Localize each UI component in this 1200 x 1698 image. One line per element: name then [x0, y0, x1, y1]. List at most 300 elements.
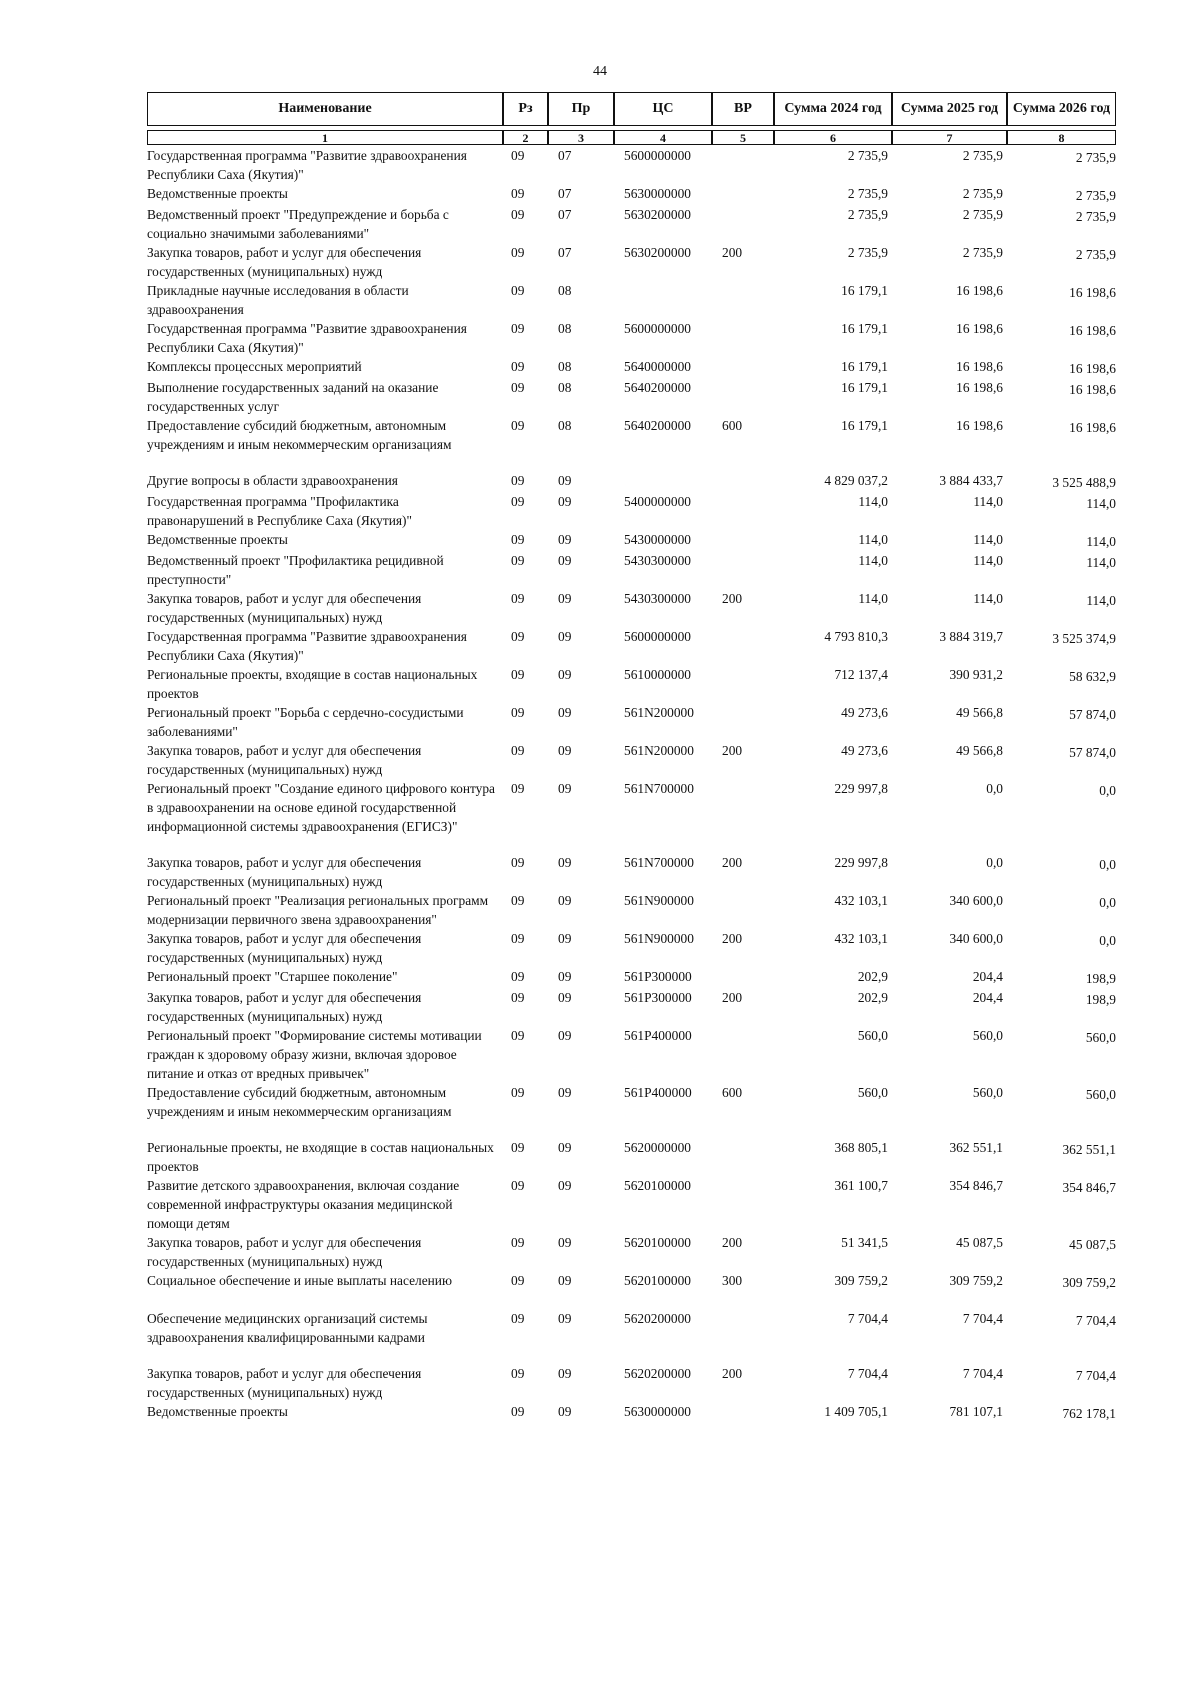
row-vr — [712, 471, 774, 492]
table-row — [147, 779, 1116, 836]
row-rz: 09 — [511, 186, 525, 201]
row-rz: 09 — [511, 418, 525, 433]
row-vr — [712, 1176, 774, 1233]
row-name: Закупка товаров, работ и услуг для обеспечения государственных (муниципальных) нужд — [147, 743, 422, 777]
row-sum-2024: 712 137,4 — [834, 667, 888, 682]
row-sum-2026: 114,0 — [1086, 496, 1116, 511]
row-sum-2025: 3 884 319,7 — [939, 629, 1003, 644]
row-sum-2026: 16 198,6 — [1069, 382, 1116, 397]
row-pr: 08 — [558, 359, 572, 374]
row-rz: 09 — [511, 1085, 525, 1100]
table-row — [147, 741, 1116, 779]
row-pr: 09 — [558, 1085, 572, 1100]
row-pr: 09 — [558, 1140, 572, 1155]
row-cs: 5400000000 — [624, 494, 691, 509]
row-name: Государственная программа "Развитие здравоохранения Республики Саха (Якутия)" — [147, 629, 467, 663]
row-cs: 5630200000 — [624, 245, 691, 260]
row-sum-2024: 16 179,1 — [841, 380, 888, 395]
row-vr: 200 — [722, 1235, 743, 1250]
row-cs — [614, 281, 712, 319]
row-sum-2024: 202,9 — [857, 990, 888, 1005]
row-name: Развитие детского здравоохранения, включая создание современной инфраструктуры оказания медицинской помощи детям — [147, 1178, 460, 1231]
row-vr — [712, 891, 774, 929]
row-rz: 09 — [511, 1235, 525, 1250]
table-row — [147, 471, 1116, 492]
row-sum-2026: 309 759,2 — [1062, 1275, 1116, 1290]
row-sum-2026: 114,0 — [1086, 593, 1116, 608]
row-sum-2025: 7 704,4 — [962, 1366, 1003, 1381]
row-sum-2025: 390 931,2 — [949, 667, 1003, 682]
row-sum-2024: 2 735,9 — [847, 186, 888, 201]
column-number: 1 — [147, 130, 503, 145]
column-number: 7 — [892, 130, 1007, 145]
header-sum-2026: Сумма 2026 год — [1007, 92, 1116, 126]
row-sum-2026: 560,0 — [1085, 1087, 1116, 1102]
row-sum-2025: 7 704,4 — [962, 1311, 1003, 1326]
row-cs: 5430300000 — [624, 591, 691, 606]
row-name: Государственная программа "Профилактика правонарушений в Республике Саха (Якутия)" — [147, 494, 412, 528]
header-rz: Рз — [503, 92, 548, 126]
row-name: Закупка товаров, работ и услуг для обеспечения государственных (муниципальных) нужд — [147, 931, 422, 965]
row-sum-2025: 2 735,9 — [962, 207, 1003, 222]
row-sum-2026: 16 198,6 — [1069, 361, 1116, 376]
row-sum-2026: 114,0 — [1086, 534, 1116, 549]
row-sum-2026: 2 735,9 — [1075, 150, 1116, 165]
row-sum-2026: 2 735,9 — [1075, 247, 1116, 262]
row-vr — [712, 319, 774, 357]
row-vr — [712, 1402, 774, 1423]
row-rz: 09 — [511, 283, 525, 298]
row-sum-2026: 3 525 374,9 — [1052, 631, 1116, 646]
column-numbers-row — [147, 130, 1116, 144]
table-row — [147, 1233, 1116, 1271]
row-sum-2024: 7 704,4 — [847, 1366, 888, 1381]
row-cs: 5630200000 — [624, 207, 691, 222]
row-sum-2025: 2 735,9 — [962, 245, 1003, 260]
row-rz: 09 — [511, 1404, 525, 1419]
row-sum-2025: 204,4 — [972, 990, 1003, 1005]
table-row — [147, 184, 1116, 205]
table-row — [147, 589, 1116, 627]
row-sum-2026: 7 704,4 — [1075, 1313, 1116, 1328]
row-rz: 09 — [511, 743, 525, 758]
row-name: Предоставление субсидий бюджетным, автономным учреждениям и иным некоммерческим организациям — [147, 418, 452, 452]
row-rz: 09 — [511, 380, 525, 395]
row-cs: 5600000000 — [624, 321, 691, 336]
row-name: Другие вопросы в области здравоохранения — [147, 473, 398, 488]
row-cs: 561N200000 — [624, 705, 694, 720]
row-sum-2024: 309 759,2 — [834, 1273, 888, 1288]
row-rz: 09 — [511, 494, 525, 509]
row-cs: 561N200000 — [624, 743, 694, 758]
row-pr: 09 — [558, 1273, 572, 1288]
row-vr: 200 — [722, 931, 743, 946]
row-pr: 09 — [558, 893, 572, 908]
page-number: 44 — [593, 64, 607, 79]
row-sum-2025: 560,0 — [972, 1085, 1003, 1100]
row-sum-2024: 114,0 — [858, 591, 888, 606]
row-rz: 09 — [511, 893, 525, 908]
row-name: Региональные проекты, не входящие в состав национальных проектов — [147, 1140, 494, 1174]
row-sum-2024: 49 273,6 — [841, 743, 888, 758]
row-rz: 09 — [511, 473, 525, 488]
row-rz: 09 — [511, 931, 525, 946]
table-row — [147, 1083, 1116, 1121]
row-cs: 561P300000 — [624, 969, 692, 984]
table-row — [147, 1309, 1116, 1347]
row-name: Региональный проект "Создание единого цифрового контура в здравоохранении на основе единой государственной информационной системы здравоохранения (ЕГИСЗ)" — [147, 781, 496, 834]
row-vr — [712, 779, 774, 836]
row-sum-2025: 114,0 — [973, 553, 1003, 568]
row-sum-2024: 432 103,1 — [834, 893, 888, 908]
row-cs: 5640200000 — [624, 418, 691, 433]
column-number: 5 — [712, 130, 774, 145]
table-row — [147, 665, 1116, 703]
row-sum-2025: 49 566,8 — [956, 705, 1003, 720]
table-header — [147, 92, 1116, 130]
row-rz: 09 — [511, 855, 525, 870]
table-row — [147, 205, 1116, 243]
column-number: 4 — [614, 130, 712, 145]
row-sum-2025: 114,0 — [973, 494, 1003, 509]
row-sum-2024: 229 997,8 — [834, 781, 888, 796]
row-sum-2025: 45 087,5 — [956, 1235, 1003, 1250]
table-row — [147, 1138, 1116, 1176]
row-pr: 07 — [558, 186, 572, 201]
row-sum-2026: 198,9 — [1085, 992, 1116, 1007]
row-rz: 09 — [511, 1028, 525, 1043]
row-name: Государственная программа "Развитие здравоохранения Республики Саха (Якутия)" — [147, 148, 467, 182]
row-sum-2026: 3 525 488,9 — [1052, 475, 1116, 490]
row-name: Региональные проекты, входящие в состав национальных проектов — [147, 667, 478, 701]
row-cs: 5640000000 — [624, 359, 691, 374]
row-name: Региональный проект "Формирование системы мотивации граждан к здоровому образу жизни, включая здоровое питание и отказ от вредных привычек" — [147, 1028, 482, 1081]
row-cs: 5620100000 — [624, 1235, 691, 1250]
row-pr: 09 — [558, 1311, 572, 1326]
row-sum-2024: 560,0 — [857, 1028, 888, 1043]
row-cs: 5430000000 — [624, 532, 691, 547]
row-sum-2026: 45 087,5 — [1069, 1237, 1116, 1252]
row-sum-2026: 58 632,9 — [1069, 669, 1116, 684]
row-sum-2026: 560,0 — [1085, 1030, 1116, 1045]
row-sum-2024: 4 793 810,3 — [824, 629, 888, 644]
table-row — [147, 357, 1116, 378]
row-pr: 09 — [558, 969, 572, 984]
row-pr: 09 — [558, 473, 572, 488]
row-rz: 09 — [511, 245, 525, 260]
table-row — [147, 967, 1116, 988]
row-sum-2025: 114,0 — [973, 591, 1003, 606]
row-vr — [712, 184, 774, 205]
row-pr: 08 — [558, 283, 572, 298]
row-rz: 09 — [511, 667, 525, 682]
row-pr: 09 — [558, 553, 572, 568]
row-vr — [712, 357, 774, 378]
table-row — [147, 243, 1116, 281]
row-vr: 300 — [722, 1273, 743, 1288]
row-sum-2025: 204,4 — [972, 969, 1003, 984]
row-rz: 09 — [511, 553, 525, 568]
row-pr: 09 — [558, 931, 572, 946]
row-cs — [614, 471, 712, 492]
row-name: Ведомственные проекты — [147, 186, 288, 201]
row-sum-2024: 2 735,9 — [847, 207, 888, 222]
header-vr: ВР — [712, 92, 774, 126]
row-rz: 09 — [511, 1273, 525, 1288]
row-sum-2024: 51 341,5 — [841, 1235, 888, 1250]
row-sum-2025: 781 107,1 — [949, 1404, 1003, 1419]
row-sum-2024: 16 179,1 — [841, 283, 888, 298]
row-pr: 09 — [558, 591, 572, 606]
table-row — [147, 530, 1116, 551]
table-row — [147, 929, 1116, 967]
row-sum-2025: 2 735,9 — [962, 186, 1003, 201]
row-rz: 09 — [511, 629, 525, 644]
row-name: Закупка товаров, работ и услуг для обеспечения государственных (муниципальных) нужд — [147, 990, 422, 1024]
row-sum-2024: 2 735,9 — [847, 245, 888, 260]
row-cs: 5620000000 — [624, 1140, 691, 1155]
row-rz: 09 — [511, 148, 525, 163]
row-vr: 200 — [722, 591, 743, 606]
table-row — [147, 853, 1116, 891]
row-name: Ведомственные проекты — [147, 1404, 288, 1419]
row-vr — [712, 530, 774, 551]
row-name: Закупка товаров, работ и услуг для обеспечения государственных (муниципальных) нужд — [147, 1366, 422, 1400]
row-name: Закупка товаров, работ и услуг для обеспечения государственных (муниципальных) нужд — [147, 591, 422, 625]
row-pr: 09 — [558, 1028, 572, 1043]
budget-table-body — [147, 146, 1116, 1423]
row-sum-2024: 361 100,7 — [834, 1178, 888, 1193]
row-pr: 08 — [558, 418, 572, 433]
row-name: Прикладные научные исследования в области здравоохранения — [147, 283, 409, 317]
row-vr — [712, 378, 774, 416]
row-cs: 561N700000 — [624, 855, 694, 870]
row-sum-2026: 57 874,0 — [1069, 745, 1116, 760]
row-sum-2026: 354 846,7 — [1062, 1180, 1116, 1195]
row-sum-2026: 7 704,4 — [1075, 1368, 1116, 1383]
column-number: 6 — [774, 130, 892, 145]
row-sum-2024: 560,0 — [857, 1085, 888, 1100]
row-sum-2025: 114,0 — [973, 532, 1003, 547]
table-row — [147, 1402, 1116, 1423]
row-pr: 09 — [558, 494, 572, 509]
row-name: Социальное обеспечение и иные выплаты населению — [147, 1273, 452, 1288]
row-sum-2026: 0,0 — [1099, 857, 1116, 872]
table-row — [147, 416, 1116, 454]
row-pr: 09 — [558, 743, 572, 758]
row-sum-2026: 16 198,6 — [1069, 420, 1116, 435]
table-row — [147, 988, 1116, 1026]
row-sum-2025: 16 198,6 — [956, 380, 1003, 395]
row-sum-2024: 202,9 — [857, 969, 888, 984]
row-cs: 5630000000 — [624, 186, 691, 201]
row-sum-2024: 7 704,4 — [847, 1311, 888, 1326]
row-sum-2025: 16 198,6 — [956, 418, 1003, 433]
row-rz: 09 — [511, 1140, 525, 1155]
row-name: Ведомственные проекты — [147, 532, 288, 547]
row-rz: 09 — [511, 207, 525, 222]
row-pr: 09 — [558, 667, 572, 682]
table-row — [147, 891, 1116, 929]
row-pr: 09 — [558, 1178, 572, 1193]
row-sum-2026: 114,0 — [1086, 555, 1116, 570]
row-rz: 09 — [511, 321, 525, 336]
row-sum-2024: 114,0 — [858, 494, 888, 509]
row-cs: 561N900000 — [624, 893, 694, 908]
row-sum-2026: 0,0 — [1099, 783, 1116, 798]
row-rz: 09 — [511, 359, 525, 374]
row-vr — [712, 205, 774, 243]
row-name: Выполнение государственных заданий на оказание государственных услуг — [147, 380, 439, 414]
row-pr: 09 — [558, 1235, 572, 1250]
row-sum-2024: 4 829 037,2 — [824, 473, 888, 488]
row-vr — [712, 665, 774, 703]
column-number: 8 — [1007, 130, 1116, 145]
row-sum-2026: 0,0 — [1099, 933, 1116, 948]
row-cs: 5630000000 — [624, 1404, 691, 1419]
row-sum-2026: 57 874,0 — [1069, 707, 1116, 722]
table-row — [147, 319, 1116, 357]
row-sum-2025: 2 735,9 — [962, 148, 1003, 163]
row-sum-2026: 198,9 — [1085, 971, 1116, 986]
row-cs: 5600000000 — [624, 629, 691, 644]
row-sum-2025: 16 198,6 — [956, 359, 1003, 374]
header-cs: ЦС — [614, 92, 712, 126]
row-sum-2024: 1 409 705,1 — [824, 1404, 888, 1419]
row-cs: 561P400000 — [624, 1085, 692, 1100]
row-pr: 09 — [558, 990, 572, 1005]
row-vr: 200 — [722, 743, 743, 758]
row-vr — [712, 1138, 774, 1176]
row-pr: 07 — [558, 245, 572, 260]
row-sum-2025: 560,0 — [972, 1028, 1003, 1043]
row-sum-2026: 2 735,9 — [1075, 188, 1116, 203]
row-vr: 600 — [722, 1085, 743, 1100]
row-cs: 561P300000 — [624, 990, 692, 1005]
table-row — [147, 1364, 1116, 1402]
row-sum-2024: 16 179,1 — [841, 321, 888, 336]
row-sum-2025: 16 198,6 — [956, 321, 1003, 336]
row-pr: 08 — [558, 380, 572, 395]
row-vr: 200 — [722, 990, 743, 1005]
row-pr: 07 — [558, 207, 572, 222]
row-vr: 200 — [722, 245, 743, 260]
row-sum-2025: 3 884 433,7 — [939, 473, 1003, 488]
row-vr — [712, 281, 774, 319]
row-vr — [712, 627, 774, 665]
row-vr — [712, 551, 774, 589]
table-row — [147, 1271, 1116, 1292]
row-sum-2026: 16 198,6 — [1069, 323, 1116, 338]
row-vr — [712, 967, 774, 988]
row-sum-2024: 368 805,1 — [834, 1140, 888, 1155]
row-name: Региональный проект "Старшее поколение" — [147, 969, 398, 984]
row-pr: 09 — [558, 705, 572, 720]
row-sum-2024: 16 179,1 — [841, 359, 888, 374]
row-cs: 5430300000 — [624, 553, 691, 568]
row-sum-2025: 49 566,8 — [956, 743, 1003, 758]
row-sum-2026: 762 178,1 — [1062, 1406, 1116, 1421]
table-row — [147, 703, 1116, 741]
row-name: Закупка товаров, работ и услуг для обеспечения государственных (муниципальных) нужд — [147, 855, 422, 889]
row-cs: 561N900000 — [624, 931, 694, 946]
table-row — [147, 281, 1116, 319]
row-cs: 5640200000 — [624, 380, 691, 395]
table-row — [147, 492, 1116, 530]
row-rz: 09 — [511, 1311, 525, 1326]
row-sum-2025: 354 846,7 — [949, 1178, 1003, 1193]
row-rz: 09 — [511, 591, 525, 606]
row-pr: 09 — [558, 855, 572, 870]
row-sum-2025: 362 551,1 — [949, 1140, 1003, 1155]
column-number: 2 — [503, 130, 548, 145]
row-sum-2024: 229 997,8 — [834, 855, 888, 870]
row-name: Закупка товаров, работ и услуг для обеспечения государственных (муниципальных) нужд — [147, 245, 422, 279]
row-sum-2024: 114,0 — [858, 553, 888, 568]
row-sum-2024: 114,0 — [858, 532, 888, 547]
header-name: Наименование — [147, 92, 503, 126]
row-name: Закупка товаров, работ и услуг для обеспечения государственных (муниципальных) нужд — [147, 1235, 422, 1269]
row-vr — [712, 1309, 774, 1347]
row-rz: 09 — [511, 1366, 525, 1381]
row-name: Региональный проект "Борьба с сердечно-сосудистыми заболеваниями" — [147, 705, 464, 739]
row-sum-2025: 0,0 — [986, 855, 1003, 870]
row-sum-2025: 340 600,0 — [949, 931, 1003, 946]
table-row — [147, 627, 1116, 665]
row-name: Ведомственный проект "Предупреждение и борьба с социально значимыми заболеваниями" — [147, 207, 449, 241]
row-pr: 09 — [558, 532, 572, 547]
row-cs: 5620200000 — [624, 1311, 691, 1326]
table-row — [147, 378, 1116, 416]
row-rz: 09 — [511, 532, 525, 547]
row-cs: 561N700000 — [624, 781, 694, 796]
table-row — [147, 146, 1116, 184]
row-name: Ведомственный проект "Профилактика рецидивной преступности" — [147, 553, 444, 587]
header-sum-2024: Сумма 2024 год — [774, 92, 892, 126]
row-sum-2025: 16 198,6 — [956, 283, 1003, 298]
row-vr — [712, 1026, 774, 1083]
row-vr: 200 — [722, 855, 743, 870]
row-sum-2024: 2 735,9 — [847, 148, 888, 163]
row-name: Обеспечение медицинских организаций системы здравоохранения квалифицированными кадрами — [147, 1311, 428, 1345]
row-sum-2026: 2 735,9 — [1075, 209, 1116, 224]
row-sum-2026: 362 551,1 — [1062, 1142, 1116, 1157]
column-number: 3 — [548, 130, 614, 145]
row-pr: 08 — [558, 321, 572, 336]
row-sum-2024: 432 103,1 — [834, 931, 888, 946]
row-cs: 5600000000 — [624, 148, 691, 163]
row-rz: 09 — [511, 969, 525, 984]
row-name: Комплексы процессных мероприятий — [147, 359, 362, 374]
row-rz: 09 — [511, 705, 525, 720]
row-sum-2026: 0,0 — [1099, 895, 1116, 910]
row-name: Предоставление субсидий бюджетным, автономным учреждениям и иным некоммерческим организациям — [147, 1085, 452, 1119]
row-cs: 5620100000 — [624, 1273, 691, 1288]
row-cs: 5610000000 — [624, 667, 691, 682]
row-vr — [712, 703, 774, 741]
header-pr: Пр — [548, 92, 614, 126]
row-pr: 09 — [558, 1366, 572, 1381]
row-sum-2025: 0,0 — [986, 781, 1003, 796]
row-cs: 5620200000 — [624, 1366, 691, 1381]
row-sum-2024: 49 273,6 — [841, 705, 888, 720]
row-rz: 09 — [511, 781, 525, 796]
table-row — [147, 551, 1116, 589]
row-pr: 09 — [558, 1404, 572, 1419]
table-row — [147, 1176, 1116, 1233]
row-pr: 09 — [558, 781, 572, 796]
row-cs: 561P400000 — [624, 1028, 692, 1043]
